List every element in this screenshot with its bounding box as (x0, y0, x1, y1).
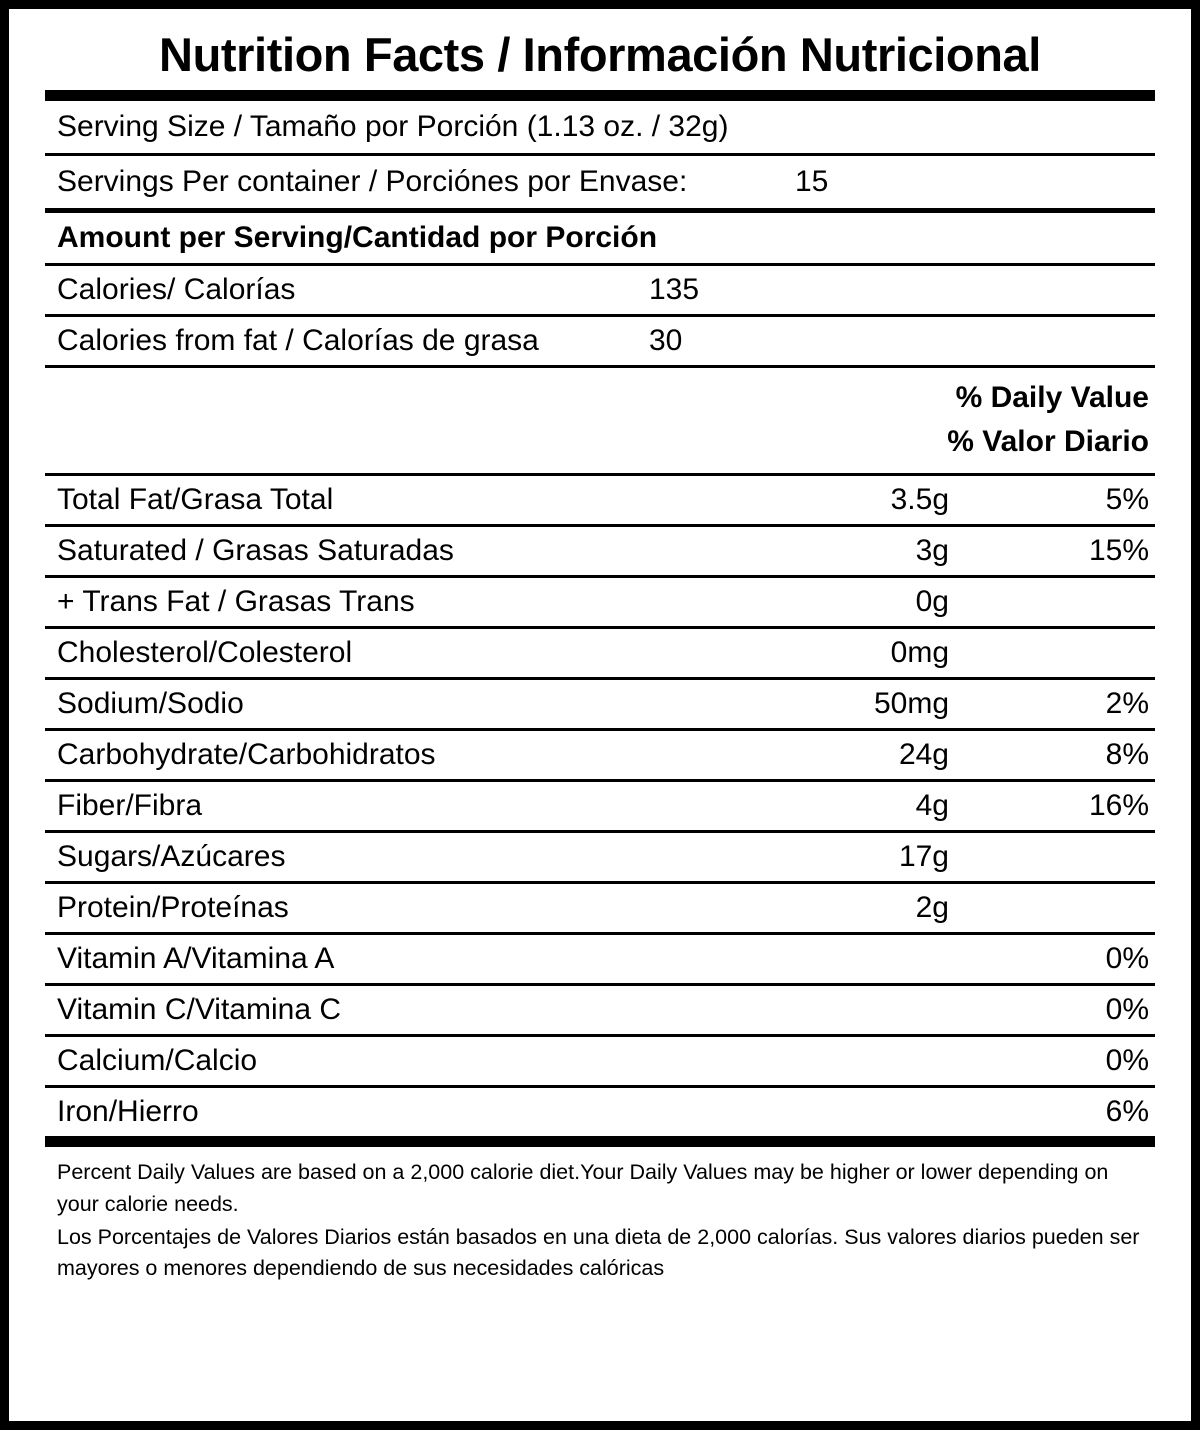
serving-size-row (45, 101, 1155, 153)
servings-per-container-row (45, 156, 1155, 208)
calories-from-fat-label: Calories from fat / Calorías de grasa (57, 324, 539, 358)
serving-size-label: Serving Size / Tamaño por Porción (1.13 oz. / 32g) (57, 110, 729, 144)
nutrient-amount (719, 950, 949, 968)
nutrient-amount: 17g (898, 840, 949, 874)
table-row (45, 578, 1155, 626)
nutrient-amount (719, 1103, 949, 1121)
nutrient-daily-value: 15% (1088, 534, 1149, 568)
table-row (45, 1037, 1155, 1085)
daily-value-header-en: % Daily Value (955, 381, 1149, 415)
table-row (45, 680, 1155, 728)
nutrient-name: Sodium/Sodio (57, 687, 244, 721)
nutrient-amount: 3.5g (890, 483, 949, 517)
nutrient-daily-value: 2% (1105, 687, 1149, 721)
nutrient-amount: 0mg (890, 636, 949, 670)
nutrient-daily-value (949, 644, 1155, 662)
footnote (45, 1147, 1155, 1284)
table-row (45, 833, 1155, 881)
calories-dv (979, 281, 1155, 299)
label-inner (45, 21, 1155, 1409)
daily-value-header-es: % Valor Diario (947, 424, 1149, 458)
nutrient-daily-value: 0% (1105, 993, 1149, 1027)
servings-per-container-value: 15 (795, 165, 829, 199)
table-row (45, 476, 1155, 524)
nutrient-name: Iron/Hierro (57, 1095, 199, 1129)
nutrient-daily-value (949, 848, 1155, 866)
nutrient-name: Calcium/Calcio (57, 1044, 258, 1078)
amount-per-serving-header: Amount per Serving/Cantidad por Porción (57, 221, 658, 255)
table-row (45, 731, 1155, 779)
nutrient-amount: 2g (915, 891, 949, 925)
nutrient-name: Sugars/Azúcares (57, 840, 286, 874)
nutrient-name: Vitamin C/Vitamina C (57, 993, 342, 1027)
calories-row (45, 266, 1155, 314)
nutrient-amount (719, 1001, 949, 1019)
nutrient-name: Protein/Proteínas (57, 891, 289, 925)
table-row (45, 884, 1155, 932)
nutrient-name: Fiber/Fibra (57, 789, 203, 823)
nutrient-name: + Trans Fat / Grasas Trans (57, 585, 415, 619)
table-row (45, 935, 1155, 983)
table-row (45, 629, 1155, 677)
nutrient-amount (719, 1052, 949, 1070)
calories-from-fat-value: 30 (649, 324, 683, 358)
servings-per-container-label: Servings Per container / Porciónes por Envase: (57, 165, 688, 199)
nutrient-daily-value: 6% (1105, 1095, 1149, 1129)
nutrient-table (45, 476, 1155, 1136)
calories-from-fat-row (45, 317, 1155, 365)
divider-thick-bottom (45, 1136, 1155, 1147)
nutrient-daily-value (949, 593, 1155, 611)
nutrient-amount: 50mg (873, 687, 949, 721)
page-title: Nutrition Facts / Información Nutricional (159, 28, 1041, 81)
nutrient-name: Saturated / Grasas Saturadas (57, 534, 454, 568)
calories-from-fat-dv (979, 332, 1155, 350)
table-row (45, 986, 1155, 1034)
footnote-en: Percent Daily Values are based on a 2,000 calorie diet.Your Daily Values may be higher or lower depending on your calorie needs. (57, 1160, 1109, 1216)
nutrient-daily-value: 8% (1105, 738, 1149, 772)
calories-label: Calories/ Calorías (57, 273, 296, 307)
nutrient-amount: 0g (915, 585, 949, 619)
divider-thick-top (45, 90, 1155, 101)
table-row (45, 782, 1155, 830)
nutrient-daily-value (949, 899, 1155, 917)
nutrient-name: Total Fat/Grasa Total (57, 483, 334, 517)
daily-value-header (45, 368, 1155, 473)
nutrient-amount: 4g (915, 789, 949, 823)
nutrient-amount: 3g (915, 534, 949, 568)
table-row (45, 527, 1155, 575)
nutrient-daily-value: 5% (1105, 483, 1149, 517)
footnote-es: Los Porcentajes de Valores Diarios están basados en una dieta de 2,000 calorías. Sus valores diarios pueden ser mayores o menores dependiendo de sus necesidades calóricas (57, 1224, 1140, 1280)
nutrient-name: Cholesterol/Colesterol (57, 636, 353, 670)
table-row (45, 1088, 1155, 1136)
nutrient-daily-value: 0% (1105, 1044, 1149, 1078)
nutrient-daily-value: 16% (1088, 789, 1149, 823)
calories-value: 135 (649, 273, 700, 307)
nutrient-name: Carbohydrate/Carbohidratos (57, 738, 436, 772)
nutrient-name: Vitamin A/Vitamina A (57, 942, 335, 976)
nutrient-daily-value: 0% (1105, 942, 1149, 976)
nutrient-amount: 24g (898, 738, 949, 772)
